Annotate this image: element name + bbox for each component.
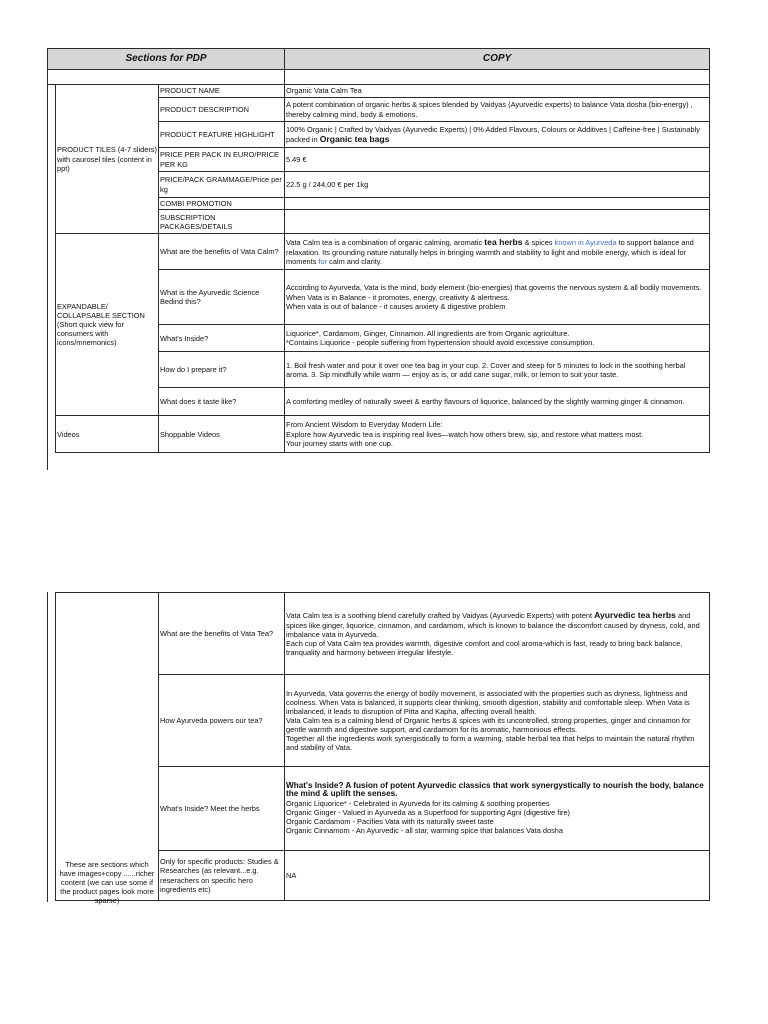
herbs-item: Organic Cardamom - Pacifies Vata with its naturally sweet taste: [286, 817, 494, 827]
spacer-cell-left[interactable]: [48, 70, 285, 85]
label-price[interactable]: PRICE PER PACK IN EURO/PRICE PER KG: [159, 148, 285, 172]
copy-price[interactable]: 5.49 €: [285, 148, 710, 172]
group-expandable[interactable]: EXPANDABLE/ COLLAPSABLE SECTION (Short quick view for consumers with icons/mnemonics): [56, 234, 159, 416]
copy-grammage[interactable]: 22.5 g / 244,00 € per 1kg: [285, 172, 710, 198]
label-powers[interactable]: How Ayurveda powers our tea?: [159, 675, 285, 767]
copy-videos[interactable]: [285, 416, 710, 453]
powers-line-3: Together all the ingredients work synergistically to form a warming, stable herbal tea that helps to maintain the natural rhythm and stability of Vata.: [286, 734, 695, 753]
videos-line-1: From Ancient Wisdom to Everyday Modern Life:: [286, 420, 443, 430]
label-videos[interactable]: Shoppable Videos: [159, 416, 285, 453]
science-line-2: When Vata is in Balance - it promotes, energy, creativity & alertness.: [286, 292, 510, 302]
benefits-text-bold: tea herbs: [484, 237, 523, 248]
table-row: [48, 234, 710, 270]
copy-benefits[interactable]: [285, 234, 710, 270]
copy-product-name[interactable]: Organic Vata Calm Tea: [285, 85, 710, 98]
copy-herbs[interactable]: [285, 767, 710, 851]
benefits-text-d: calm and clarity.: [327, 256, 382, 266]
header-row: [48, 49, 710, 70]
spacer-row: [48, 70, 710, 85]
copy-header[interactable]: COPY: [285, 49, 710, 70]
group-rich-sections[interactable]: [56, 593, 159, 906]
label-studies[interactable]: Only for specific products: Studies & Researches (as relevant...e.g. reserachers on specific hero ingredients etc): [159, 851, 285, 901]
label-product-description[interactable]: PRODUCT DESCRIPTION: [159, 98, 285, 122]
label-grammage[interactable]: PRICE/PACK GRAMMAGE/Price per kg: [159, 172, 285, 198]
benefits-tea-text-b: and spices like ginger, liquorice, cinnamon, and cardamom, which is known to balance the discomfort caused by dryness, cold, and imbalance vata in Ayurveda.: [286, 611, 700, 639]
group-product-tiles[interactable]: PRODUCT TILES (4-7 sliders) with caurosel tiles (content in ppt): [56, 85, 159, 234]
group-videos[interactable]: Videos: [56, 416, 159, 453]
sections-header[interactable]: Sections for PDP: [48, 49, 285, 70]
label-product-name[interactable]: PRODUCT NAME: [159, 85, 285, 98]
pdp-rich-sections-table: [55, 592, 710, 906]
label-combi[interactable]: COMBI PROMOTION: [159, 198, 285, 210]
copy-benefits-tea[interactable]: [285, 593, 710, 675]
benefits-text-c: to support balance and relaxation. Its grounding nature naturally helps in bringing warmth and stability to light and mobile energy, which is ideal for moments: [286, 238, 694, 266]
benefits-tea-line-2: Each cup of Vata Calm tea provides warmth, digestive comfort and cool aroma-which is fast, ready to bring back balance, tranquality and harmony between irregular lifestyle.: [286, 638, 683, 657]
benefits-text-blue: known in Ayurveda: [554, 238, 617, 248]
copy-taste[interactable]: A comforting medley of naturally sweet & earthy flavours of liquorice, balanced by the slightly warming ginger & cinnamon.: [285, 388, 710, 416]
label-science[interactable]: What is the Ayurvedic Science Bedind this?: [159, 270, 285, 325]
spacer-cell-right[interactable]: [285, 70, 710, 85]
copy-powers[interactable]: [285, 675, 710, 767]
powers-line-2: Vata Calm tea is a calming blend of Organic herbs & spices with its uncontrolled, strong properties, ginger and cinnamon for gentle warmth and digestive support, and cardamom for its aromatic, harmonious effects.: [286, 715, 691, 735]
science-line-3: When vata is out of balance - it causes anxiety & digestive problem: [286, 301, 506, 311]
copy-product-description[interactable]: A potent combination of organic herbs & spices blended by Vaidyas (Ayurvedic experts) to balance Vata dosha (bio-energy) , thereby calming mind, body & emotions.: [285, 98, 710, 122]
group-rich-text: These are sections which have images+copy ......richer content (we can use some if the product pages look more sparse): [59, 860, 155, 906]
feature-highlight-bold: Organic tea bags: [319, 133, 390, 144]
benefits-tea-text-bold: Ayurvedic tea herbs: [594, 610, 676, 621]
benefits-tea-text-a: Vata Calm tea is a soothing blend carefully crafted by Vaidyas (Ayurvedic Experts) with potent: [286, 611, 595, 621]
copy-combi[interactable]: [285, 198, 710, 210]
herbs-heading: What's Inside? A fusion of potent Ayurvedic classics that work synergystically to nourish the body, balance the mind & uplift the senses.: [286, 780, 704, 799]
videos-line-3: Your journey starts with one cup.: [286, 438, 393, 448]
benefits-text-blue-2: for: [318, 256, 328, 266]
feature-highlight-text: 100% Organic | Crafted by Vaidyas (Ayurvedic Experts) | 0% Added Flavours, Colours or Additives | Caffeine-free | Sustainably packed in: [286, 124, 700, 144]
copy-science[interactable]: [285, 270, 710, 325]
powers-line-1: In Ayurveda, Vata governs the energy of bodily movement, is associated with the properties such as dryness, lightness and coolness. When Vata is balanced, it supports clear thinking, smooth digestion, stability and comfortable sleep. When Vata is imbalanced, it leads to disruption of Pitta and Kapha, affecting overall health.: [286, 688, 690, 716]
copy-subscription[interactable]: [285, 210, 710, 234]
pdp-sections-table: [47, 48, 710, 453]
table-row: [48, 416, 710, 453]
label-inside[interactable]: What's Inside?: [159, 325, 285, 352]
label-herbs[interactable]: What's Inside? Meet the herbs: [159, 767, 285, 851]
benefits-text-b: & spices: [522, 238, 555, 248]
table-row: [48, 85, 710, 98]
table-row: [56, 593, 710, 675]
label-subscription[interactable]: SUBSCRIPTION PACKAGES/DETAILS: [159, 210, 285, 234]
label-benefits[interactable]: What are the benefits of Vata Calm?: [159, 234, 285, 270]
videos-line-2: Explore how Ayurvedic tea is inspiring real lives—watch how others brew, sip, and restore what matters most.: [286, 429, 644, 439]
label-feature-highlight[interactable]: PRODUCT FEATURE HIGHLIGHT: [159, 122, 285, 148]
label-benefits-tea[interactable]: What are the benefits of Vata Tea?: [159, 593, 285, 675]
copy-prepare[interactable]: 1. Boil fresh water and pour it over one tea bag in your cup. 2. Cover and steep for 5 minutes to lock in the soothing herbal aroma. 3. Sip mindfully while warm — enjoy as is, or add cane sugar, milk, or lemon to suit your taste.: [285, 352, 710, 388]
sheet-2-left-rule: [47, 592, 48, 902]
copy-feature-highlight[interactable]: [285, 122, 710, 148]
herbs-item: Organic Ginger - Valued in Ayurveda as a Superfood for supporting Agni (digestive fire): [286, 808, 571, 818]
label-prepare[interactable]: How do I prepare it?: [159, 352, 285, 388]
herbs-item: Organic Cinnamom - An Ayurvedic - all star, warming spice that balances Vata dosha: [286, 826, 564, 836]
science-line-1: According to Ayurveda, Vata is the mind, body element (bio-energies) that governs the nervous system & all bodily movements.: [286, 283, 702, 293]
copy-studies[interactable]: NA: [285, 851, 710, 901]
herbs-item: Organic Liquorice* - Celebrated in Ayurveda for its calming & soothing properties: [286, 799, 550, 809]
inside-line-2: *Contains Liquorice - people suffering from hypertension should avoid excessive consumption.: [286, 338, 595, 348]
benefits-text-a: Vata Calm tea is a combination of organic calming, aromatic: [286, 238, 485, 248]
copy-inside[interactable]: [285, 325, 710, 352]
label-taste[interactable]: What does it taste like?: [159, 388, 285, 416]
inside-line-1: Liquorice*, Cardamom, Ginger, Cinnamon. All ingredients are from Organic agriculture.: [286, 329, 570, 338]
gutter-cell: [48, 85, 56, 453]
